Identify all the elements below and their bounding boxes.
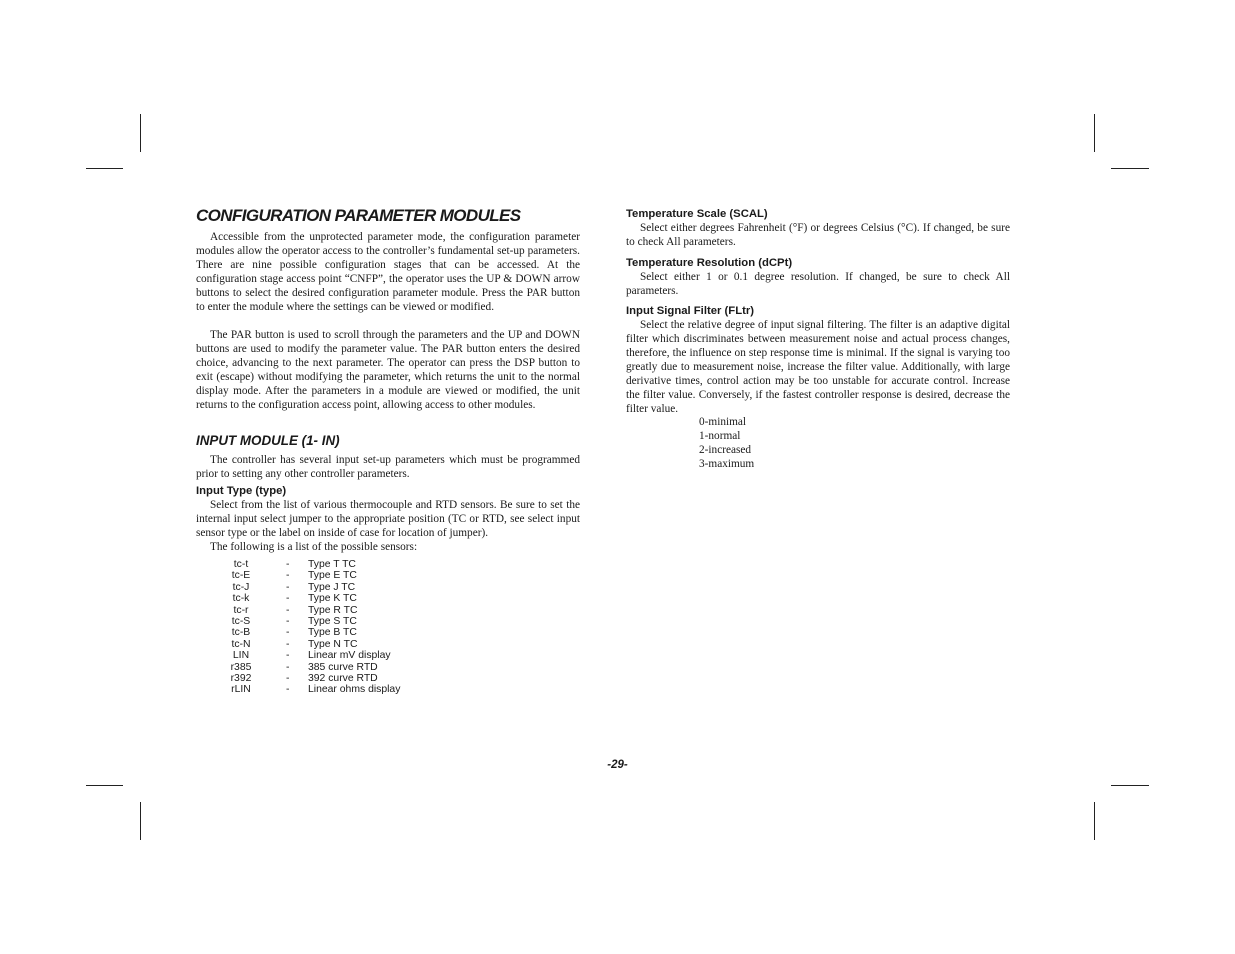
temperature-resolution-heading: Temperature Resolution (dCPt) xyxy=(626,257,793,269)
list-item xyxy=(196,684,400,695)
list-item xyxy=(196,639,400,650)
crop-mark-bottom-right-vertical xyxy=(1094,802,1095,840)
sensor-code: tc-S xyxy=(231,616,251,628)
sensor-list xyxy=(196,559,400,696)
list-item: 1-normal xyxy=(699,430,741,442)
input-signal-filter-paragraph: Select the relative degree of input signal filtering. The filter is an adaptive digital filter which discriminates between measurement noise and actual process changes, therefore, the influence on step response time is minimal. If the signal is varying too greatly due to measurement noise, increase the filter value. Additionally, with large derivative times, control action may be too unstable for accurate control. Increase the filter value. Conversely, if the fastest controller response is desired, decrease the filter value. xyxy=(626,319,1010,415)
sensor-description: Type E TC xyxy=(308,570,357,582)
sensor-dash: - xyxy=(286,581,290,593)
sensor-description: Type K TC xyxy=(308,593,357,605)
page-title: CONFIGURATION PARAMETER MODULES xyxy=(196,206,521,225)
input-module-paragraph: The controller has several input set-up parameters which must be programmed prior to setting any other controller parameters. xyxy=(196,454,580,480)
sensor-dash: - xyxy=(286,638,290,650)
sensor-dash: - xyxy=(286,627,290,639)
page-number: -29- xyxy=(607,759,628,771)
temperature-resolution-paragraph: Select either 1 or 0.1 degree resolution. If changed, be sure to check All parameters. xyxy=(626,271,1010,297)
sensor-code: tc-J xyxy=(232,581,250,593)
input-signal-filter-heading: Input Signal Filter (FLtr) xyxy=(626,305,755,317)
crop-mark-bottom-right-horizontal xyxy=(1111,785,1149,786)
list-item xyxy=(196,650,400,661)
sensor-code: LIN xyxy=(232,650,250,662)
list-item xyxy=(196,627,400,638)
sensor-dash: - xyxy=(286,570,290,582)
sensor-code: tc-r xyxy=(233,604,249,616)
sensor-dash: - xyxy=(286,673,290,685)
filter-value-list xyxy=(699,415,754,471)
input-type-heading: Input Type (type) xyxy=(196,485,287,497)
crop-mark-bottom-left-vertical xyxy=(140,802,141,840)
sensor-description: Type N TC xyxy=(308,638,358,650)
sensor-code: tc-B xyxy=(231,627,251,639)
sensor-dash: - xyxy=(286,650,290,662)
sensor-dash: - xyxy=(286,661,290,673)
sensor-description: Type T TC xyxy=(308,559,356,570)
list-item: 0-minimal xyxy=(699,416,747,428)
sensor-description: 385 curve RTD xyxy=(308,661,378,673)
sensor-description: Linear ohms display xyxy=(308,684,401,696)
sensor-description: Type B TC xyxy=(308,627,357,639)
input-type-paragraph: Select from the list of various thermocouple and RTD sensors. Be sure to set the internal input select jumper to the appropriate position (TC or RTD, see select input sensor type or the label on inside of case for location of jumper). xyxy=(196,499,580,539)
list-item: 3-maximum xyxy=(699,458,755,470)
temperature-scale-paragraph: Select either degrees Fahrenheit (°F) or degrees Celsius (°C). If changed, be sure to check All parameters. xyxy=(626,222,1010,248)
crop-mark-bottom-left-horizontal xyxy=(86,785,123,786)
list-item xyxy=(196,570,400,581)
input-module-heading: INPUT MODULE (1- IN) xyxy=(196,433,340,448)
sensor-description: Linear mV display xyxy=(308,650,391,662)
list-item xyxy=(196,616,400,627)
sensor-dash: - xyxy=(286,593,290,605)
list-item xyxy=(196,662,400,673)
sensor-description: Type S TC xyxy=(308,616,357,628)
sensor-code: tc-t xyxy=(233,559,249,570)
sensor-code: tc-E xyxy=(231,570,251,582)
temperature-scale-heading: Temperature Scale (SCAL) xyxy=(626,208,768,220)
sensor-description: Type R TC xyxy=(308,604,358,616)
sensor-dash: - xyxy=(286,604,290,616)
sensor-code: tc-N xyxy=(231,638,251,650)
sensor-list-intro: The following is a list of the possible sensors: xyxy=(210,541,418,553)
crop-mark-top-right-vertical xyxy=(1094,114,1095,152)
sensor-code: tc-k xyxy=(232,593,250,605)
list-item xyxy=(196,605,400,616)
sensor-description: Type J TC xyxy=(308,581,356,593)
list-item xyxy=(196,593,400,604)
intro-paragraph-1: Accessible from the unprotected parameter mode, the configuration parameter modules allow the operator access to the controller’s fundamental set-up parameters. There are nine possible configuration stages that can be accessed. At the configuration stage access point “CNFP”, the operator uses the UP & DOWN arrow buttons to select the desired configuration parameter module. Press the PAR button to enter the module where the settings can be viewed or modified. xyxy=(196,231,580,313)
sensor-code: rLIN xyxy=(231,684,251,696)
crop-mark-top-left-horizontal xyxy=(86,168,123,169)
list-item xyxy=(196,673,400,684)
sensor-dash: - xyxy=(286,559,290,570)
sensor-description: 392 curve RTD xyxy=(308,673,378,685)
list-item xyxy=(196,582,400,593)
crop-mark-top-right-horizontal xyxy=(1111,168,1149,169)
list-item xyxy=(196,559,400,570)
intro-paragraph-2: The PAR button is used to scroll through the parameters and the UP and DOWN buttons are used to modify the parameter value. The PAR button enters the desired choice, advancing to the next parameter. The operator can press the DSP button to exit (escape) without modifying the parameter, which returns the unit to the normal display mode. After the parameters in a module are viewed or modified, the unit returns to the configuration access point, allowing access to other modules. xyxy=(196,329,580,411)
sensor-code: r392 xyxy=(230,673,252,685)
sensor-code: r385 xyxy=(230,661,252,673)
sensor-dash: - xyxy=(286,684,290,696)
crop-mark-top-left-vertical xyxy=(140,114,141,152)
sensor-dash: - xyxy=(286,616,290,628)
list-item: 2-increased xyxy=(699,444,752,456)
